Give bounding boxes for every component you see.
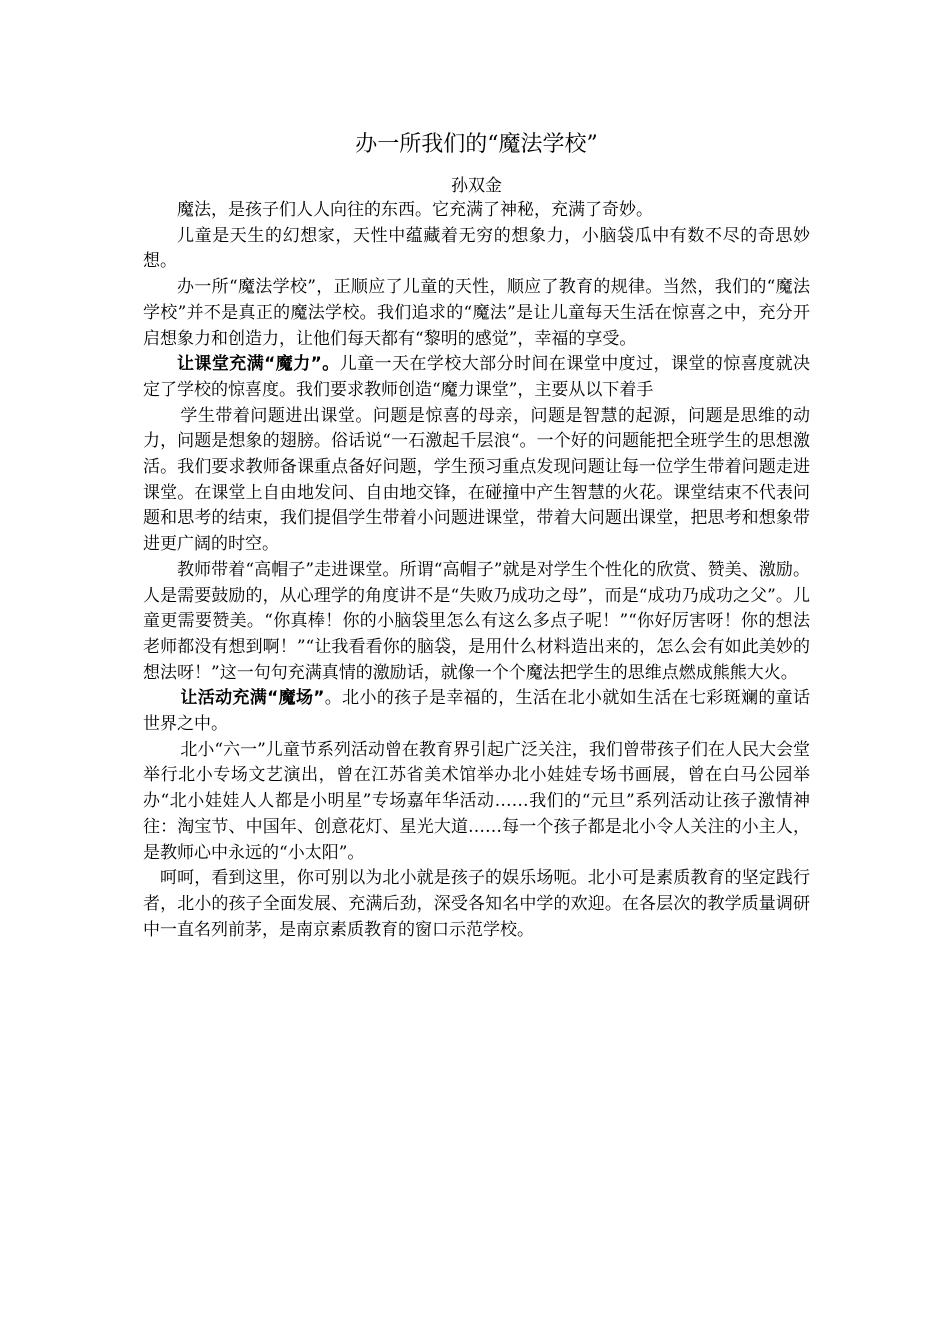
section-heading-classroom: 让课堂充满“魔力”。 <box>177 354 340 375</box>
author-name: 孙双金 <box>451 176 502 196</box>
paragraph-intro: 魔法，是孩子们人人向往的东西。它充满了神秘，充满了奇妙。 <box>177 200 653 220</box>
paragraph-praise: 教师带着“高帽子”走进课堂。所谓“高帽子”就是对学生个性化的欣赏、赞美、激励。人是需要鼓励的，从心理学的角度讲不是“失败乃成功之母”，而是“成功乃成功之父”。儿童更需要赞美。“你真棒！你的小脑袋里怎么有这么多点子呢！”“你好厉害呀！你的想法老师都没有想到啊！”“让我看看你的脑袋，是用什么材料造出来的，怎么会有如此美妙的想法呀！”这一句句充满真情的激励话，就像一个个魔法把学生的思维点燃成熊熊大火。 <box>143 559 810 683</box>
article-body <box>143 198 810 943</box>
paragraph-classroom-text: 儿童一天在学校大部分时间在课堂中度过，课堂的惊喜度就决定了学校的惊喜度。我们要求教师创造“魔力课堂”，主要从以下着手 <box>143 354 810 400</box>
paragraph-imagination: 儿童是天生的幻想家，天性中蕴藏着无穷的想象力，小脑袋瓜中有数不尽的奇思妙想。 <box>143 225 810 272</box>
section-heading-activities: 让活动充满“魔场” <box>180 688 325 709</box>
paragraph-questions: 学生带着问题进出课堂。问题是惊喜的母亲，问题是智慧的起源，问题是思维的动力，问题是想象的翅膀。俗话说“一石激起千层浪“。一个好的问题能把全班学生的思想激活。我们要求教师备课重点备好问题，学生预习重点发现问题让每一位学生带着问题走进课堂。在课堂上自由地发问、自由地交锋，在碰撞中产生智慧的火花。课堂结束不代表问题和思考的结束，我们提倡学生带着小问题进课堂，带着大问题出课堂，把思考和想象带进更广阔的时空。 <box>143 405 810 555</box>
paragraph-activities-text: 。北小的孩子是幸福的，生活在北小就如生活在七彩斑斓的童话世界之中。 <box>143 688 810 735</box>
paragraph-events: 北小“六一”儿童节系列活动曾在教育界引起广泛关注，我们曾带孩子们在人民大会堂举行北小专场文艺演出，曾在江苏省美术馆举办北小娃娃专场书画展，曾在白马公园举办“北小娃娃人人都是小明星”专场嘉年华活动……我们的“元旦”系列活动让孩子激情神往：淘宝节、中国年、创意花灯、星光大道……每一个孩子都是北小令人关注的小主人，是教师心中永远的“小太阳”。 <box>143 739 810 863</box>
document-title: 办一所我们的“魔法学校” <box>355 132 598 157</box>
paragraph-classroom <box>143 352 810 403</box>
paragraph-magic-school: 办一所“魔法学校”，正顺应了儿童的天性，顺应了教育的规律。当然，我们的“魔法学校”并不是真正的魔法学校。我们追求的“魔法”是让儿童每天生活在惊喜之中，充分开启想象力和创造力，让他们每天都有“黎明的感觉”，幸福的享受。 <box>143 277 810 349</box>
paragraph-conclusion: 呵呵，看到这里，你可别以为北小就是孩子的娱乐场呃。北小可是素质教育的坚定践行者，北小的孩子全面发展、充满后劲，深受各知名中学的欢迎。在各层次的教学质量调研中一直名列前茅，是南京素质教育的窗口示范学校。 <box>143 868 810 940</box>
paragraph-activities <box>143 686 810 737</box>
